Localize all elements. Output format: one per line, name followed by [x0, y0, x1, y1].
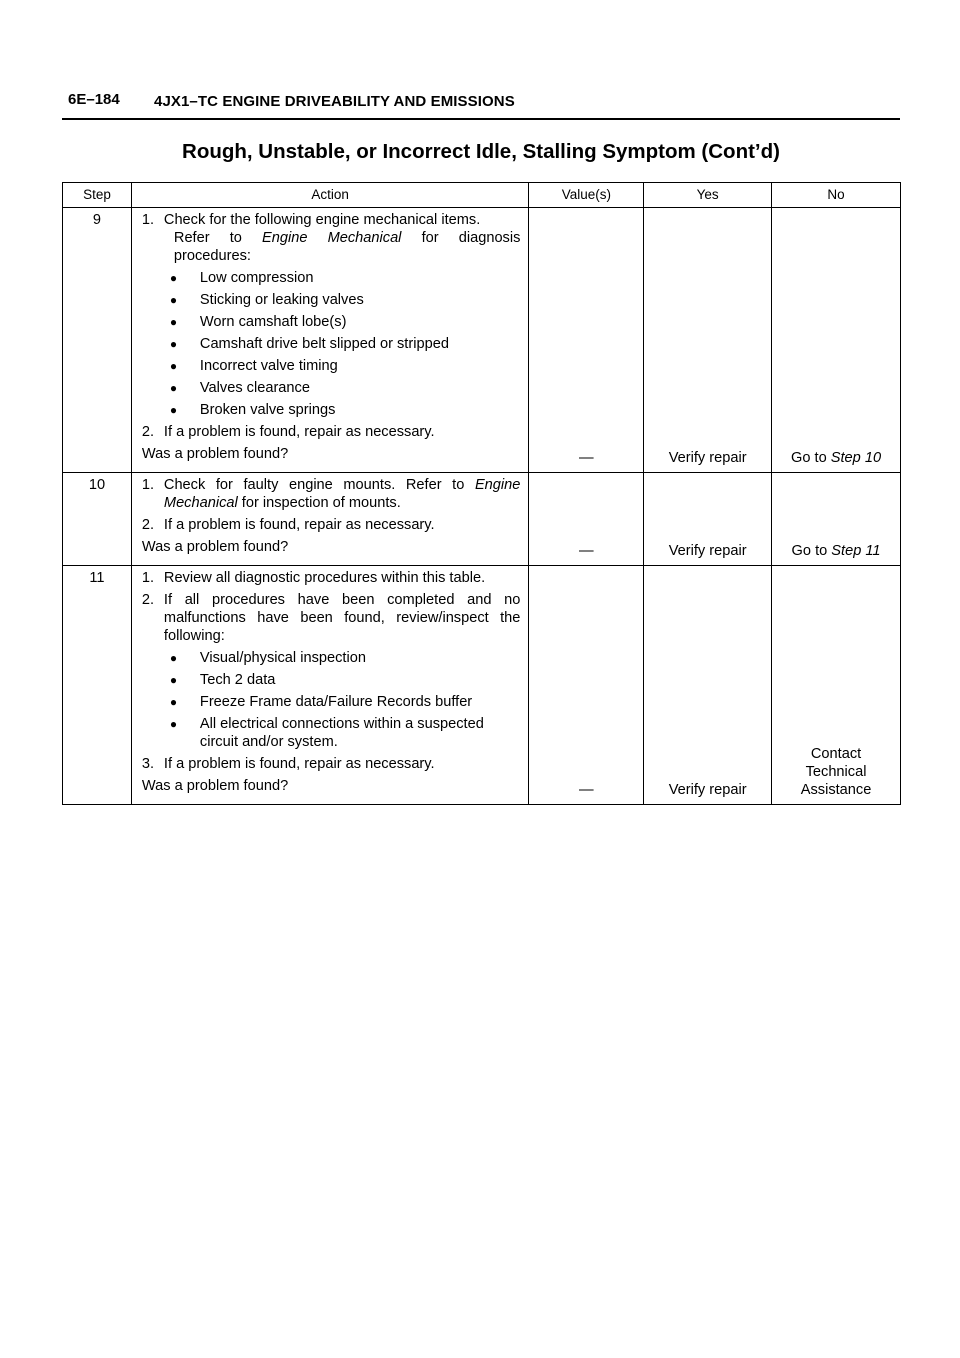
list-item-text: Camshaft drive belt slipped or stripped: [199, 336, 449, 352]
item-text: [164, 476, 521, 512]
item-number: 3.: [141, 756, 155, 772]
yes-cell: Verify repair: [644, 208, 772, 473]
bullet-icon: ●: [169, 381, 178, 395]
page-header: [62, 88, 900, 120]
item-text: If a problem is found, repair as necessary.: [163, 517, 435, 533]
list-item: [170, 313, 521, 331]
value-cell: —: [529, 566, 644, 805]
no-cell: [772, 566, 901, 805]
reference-link-engine-mechanical: Engine Mechanical: [262, 230, 402, 246]
column-header-values: Value(s): [529, 183, 644, 208]
list-item: [170, 649, 521, 667]
no-cell: [772, 473, 901, 566]
item-number: 1.: [141, 570, 155, 586]
list-item-text: Incorrect valve timing: [199, 358, 338, 374]
reference-link-engine-mechanical: Engine Mechanical: [163, 477, 521, 511]
list-item: [170, 335, 521, 353]
column-header-no: No: [772, 183, 901, 208]
item-text: If all procedures have been completed and no malfunctions have been found, review/inspect the following:: [163, 592, 521, 644]
list-item: [170, 269, 521, 287]
list-item-text: Valves clearance: [199, 380, 310, 396]
reference-suffix: for diagnosis procedures:: [173, 230, 521, 264]
question-text: Was a problem found?: [141, 778, 289, 794]
list-item-text: Low compression: [199, 270, 314, 286]
bullet-icon: ●: [169, 695, 178, 709]
value-cell: —: [529, 208, 644, 473]
list-item: [170, 693, 521, 711]
column-header-yes: Yes: [644, 183, 772, 208]
step-link-10: Step 10: [830, 450, 882, 466]
table-header-row: [63, 183, 901, 208]
item-text: If a problem is found, repair as necessary.: [163, 424, 435, 440]
bullet-icon: ●: [169, 403, 178, 417]
section-title: 4JX1–TC ENGINE DRIVEABILITY AND EMISSIONS: [154, 93, 515, 110]
list-item: [170, 357, 521, 375]
action-item: [142, 423, 521, 441]
page-number: 6E–184: [68, 91, 120, 108]
bullet-icon: ●: [169, 337, 178, 351]
reference-prefix: Refer to: [173, 230, 263, 246]
step-number: 11: [63, 566, 132, 805]
column-header-action: Action: [131, 183, 529, 208]
item-text-suffix: for inspection of mounts.: [237, 495, 401, 511]
page-title: Rough, Unstable, or Incorrect Idle, Stalling Symptom (Cont’d): [182, 140, 780, 163]
no-prefix: Go to: [791, 450, 831, 466]
item-text: Review all diagnostic procedures within this table.: [163, 570, 486, 586]
list-item: [170, 401, 521, 419]
item-text: If a problem is found, repair as necessary.: [163, 756, 435, 772]
yes-cell: Verify repair: [644, 473, 772, 566]
step-number: 9: [63, 208, 132, 473]
no-line: Contact: [810, 746, 862, 762]
list-item-text: Tech 2 data: [199, 672, 276, 688]
no-cell: [772, 208, 901, 473]
reference-text: [174, 229, 521, 265]
action-cell: [131, 473, 529, 566]
question-text: Was a problem found?: [141, 446, 289, 462]
step-link-11: Step 11: [831, 543, 881, 559]
list-item-text: Visual/physical inspection: [199, 650, 366, 666]
list-item-text: Broken valve springs: [199, 402, 336, 418]
item-text-prefix: Check for faulty engine mounts. Refer to: [163, 477, 475, 493]
list-item-text: Worn camshaft lobe(s): [199, 314, 347, 330]
item-number: 2.: [141, 592, 155, 608]
list-item-text: All electrical connections within a suspected circuit and/or system.: [199, 716, 484, 750]
step-number: 10: [63, 473, 132, 566]
column-header-step: Step: [63, 183, 132, 208]
bullet-icon: ●: [169, 315, 178, 329]
list-item-text: Freeze Frame data/Failure Records buffer: [199, 694, 473, 710]
diagnostic-table: [62, 182, 901, 805]
list-item: [170, 291, 521, 309]
action-item: [142, 476, 521, 512]
no-prefix: Go to: [791, 543, 832, 559]
yes-cell: Verify repair: [644, 566, 772, 805]
action-item: [142, 211, 521, 229]
action-item: [142, 516, 521, 534]
item-number: 2.: [141, 517, 155, 533]
action-item: [142, 755, 521, 773]
bullet-icon: ●: [169, 651, 178, 665]
list-item: [170, 671, 521, 689]
bullet-icon: ●: [169, 359, 178, 373]
no-line: Assistance: [800, 782, 872, 798]
action-item: [142, 569, 521, 587]
bullet-icon: ●: [169, 717, 178, 731]
bullet-icon: ●: [169, 271, 178, 285]
item-number: 2.: [141, 424, 155, 440]
item-text: Check for the following engine mechanical items.: [163, 212, 481, 228]
bullet-icon: ●: [169, 293, 178, 307]
question-text: Was a problem found?: [141, 539, 289, 555]
list-item: [170, 379, 521, 397]
no-line: Technical: [805, 764, 867, 780]
table-row: [63, 566, 901, 805]
bullet-icon: ●: [169, 673, 178, 687]
action-item: [142, 591, 521, 645]
table-row: [63, 473, 901, 566]
item-number: 1.: [141, 212, 155, 228]
list-item: [170, 715, 521, 751]
action-cell: [131, 208, 529, 473]
item-number: 1.: [141, 477, 155, 493]
action-cell: [131, 566, 529, 805]
value-cell: —: [529, 473, 644, 566]
list-item-text: Sticking or leaking valves: [199, 292, 364, 308]
table-row: [63, 208, 901, 473]
